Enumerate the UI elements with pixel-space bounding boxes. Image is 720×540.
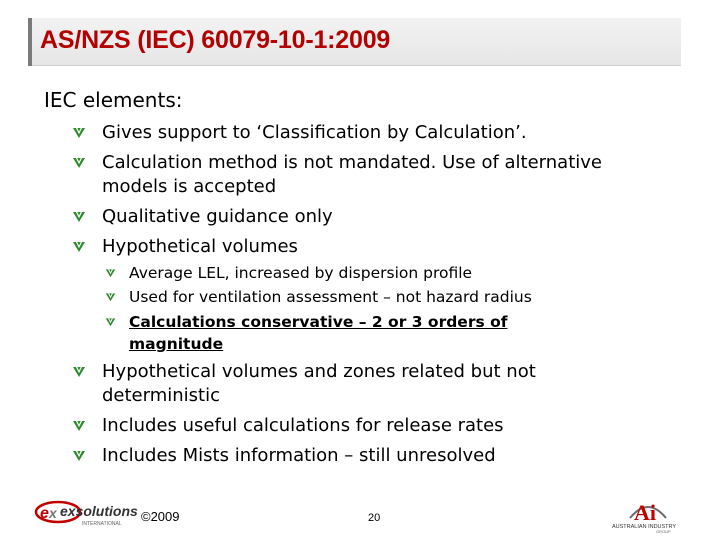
bullet-text: Hypothetical volumes and zones related but not [102, 361, 536, 382]
title-bar [28, 18, 681, 66]
sub-bullet-text: magnitude [129, 335, 224, 353]
sub-bullet-item [129, 262, 472, 284]
svg-text:GROUP: GROUP [656, 529, 671, 534]
bullet-item [102, 235, 298, 259]
bullet-item [102, 360, 536, 384]
sub-bullet-marker-icon [105, 316, 116, 327]
bullet-marker-icon [72, 239, 86, 253]
bullet-continuation [102, 175, 276, 199]
bullet-marker-icon [72, 448, 86, 462]
sub-bullet-text: Calculations conservative – 2 or 3 orders of [129, 313, 508, 331]
bullet-text: deterministic [102, 385, 220, 406]
bullet-marker-icon [72, 125, 86, 139]
svg-text:x: x [49, 505, 57, 521]
sub-bullet-continuation [129, 333, 223, 355]
slide-title: AS/NZS (IEC) 60079-10-1:2009 [40, 26, 391, 54]
sub-bullet-item [129, 286, 532, 308]
sub-bullet-item [129, 311, 507, 333]
bullet-item [102, 151, 602, 175]
section-heading: IEC elements: [44, 88, 183, 112]
svg-text:INTERNATIONAL: INTERNATIONAL [82, 521, 122, 527]
bullet-marker-icon [72, 209, 86, 223]
bullet-continuation [102, 384, 220, 408]
page-number: 20 [368, 512, 381, 524]
bullet-text: Hypothetical volumes [102, 236, 298, 257]
svg-text:Ai: Ai [634, 500, 656, 525]
bullet-text: Includes useful calculations for release rates [102, 415, 504, 436]
sub-bullet-text: Used for ventilation assessment – not hazard radius [129, 288, 532, 306]
bullet-item [102, 205, 333, 229]
bullet-marker-icon [72, 418, 86, 432]
bullet-marker-icon [72, 364, 86, 378]
exsolutions-logo-icon [34, 494, 144, 530]
bullet-text: models is accepted [102, 176, 277, 197]
svg-text:AUSTRALIAN INDUSTRY: AUSTRALIAN INDUSTRY [612, 524, 677, 530]
svg-text:exsolutions: exsolutions [60, 503, 138, 519]
sub-bullet-marker-icon [105, 291, 116, 302]
bullet-text: Qualitative guidance only [102, 206, 333, 227]
bullet-item [102, 414, 504, 438]
bullet-text: Includes Mists information – still unresolved [102, 445, 496, 466]
svg-text:e: e [40, 505, 49, 522]
bullet-item [102, 444, 496, 468]
bullet-marker-icon [72, 155, 86, 169]
copyright-text: ©2009 [141, 509, 180, 524]
bullet-text: Gives support to ‘Classification by Calculation’. [102, 122, 527, 143]
sub-bullet-text: Average LEL, increased by dispersion profile [129, 264, 473, 282]
bullet-item [102, 121, 527, 145]
bullet-text: Calculation method is not mandated. Use of alternative [102, 152, 602, 173]
sub-bullet-marker-icon [105, 267, 116, 278]
ai-group-logo-icon [610, 494, 686, 534]
